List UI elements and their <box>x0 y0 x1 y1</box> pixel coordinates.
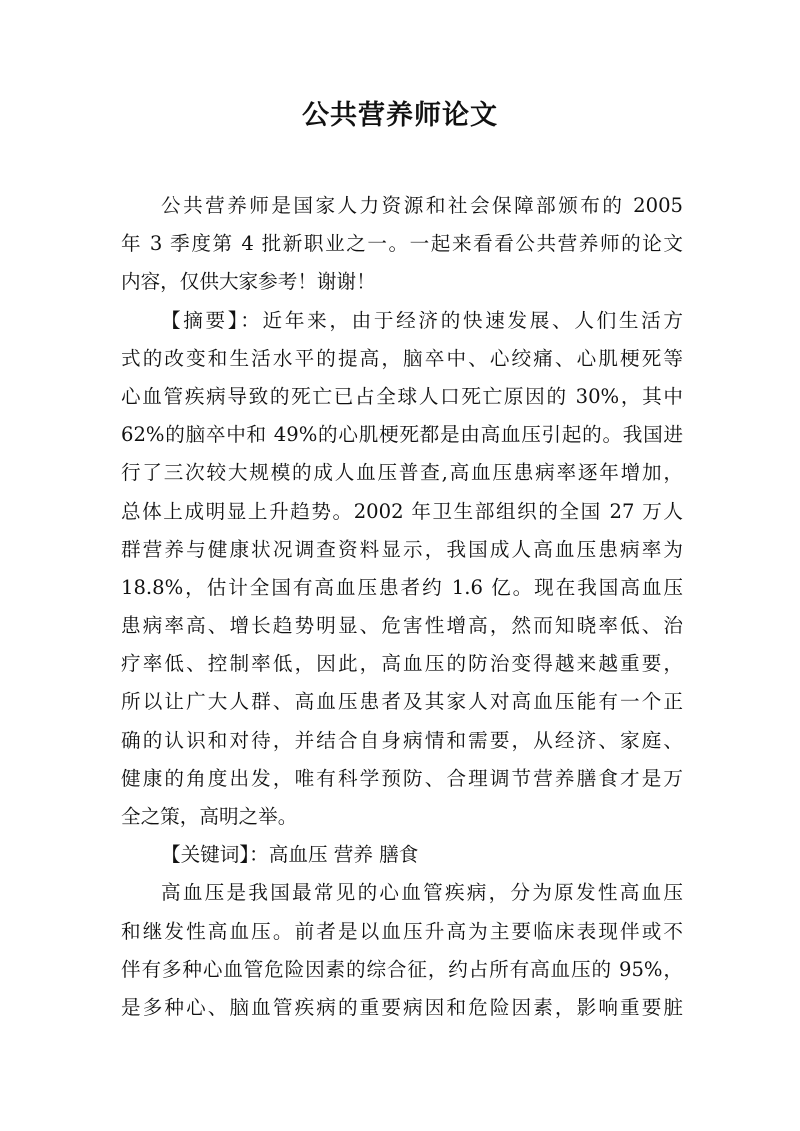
abstract-line: 全之策，高明之举。 <box>121 805 298 828</box>
abstract-line: 式的改变和生活水平的提高，脑卒中、心绞痛、心肌梗死等 <box>121 346 683 370</box>
text-line: 高血压是我国最常见的心血管疾病，分为原发性高血压 <box>161 881 683 905</box>
abstract-line: 62%的脑卒中和 49%的心肌梗死都是由高血压引起的。我国进 <box>121 423 683 447</box>
text-line: 是多种心、脑血管疾病的重要病因和危险因素，影响重要脏 <box>121 995 683 1019</box>
keywords-line: 【关键词】：高血压 营养 膳食 <box>161 843 419 867</box>
abstract-line: 总体上成明显上升趋势。2002 年卫生部组织的全国 27 万人 <box>121 499 683 523</box>
text-line: 和继发性高血压。前者是以血压升高为主要临床表现伴或不 <box>121 919 683 943</box>
abstract-line: 群营养与健康状况调查资料显示，我国成人高血压患病率为 <box>121 537 683 561</box>
abstract-line: 疗率低、控制率低，因此，高血压的防治变得越来越重要， <box>121 652 683 676</box>
text-line: 伴有多种心血管危险因素的综合征，约占所有高血压的 95%， <box>121 957 683 981</box>
document-body <box>121 187 683 1027</box>
abstract-line: 【摘要】：近年来，由于经济的快速发展、人们生活方 <box>161 308 683 332</box>
text-line: 年 3 季度第 4 批新职业之一。一起来看看公共营养师的论文 <box>121 232 683 256</box>
abstract-line: 确的认识和对待，并结合自身病情和需要，从经济、家庭、 <box>121 728 683 752</box>
abstract-line: 18.8%，估计全国有高血压患者约 1.6 亿。现在我国高血压 <box>121 575 683 599</box>
abstract-line: 健康的角度出发，唯有科学预防、合理调节营养膳食才是万 <box>121 766 683 790</box>
page-title: 公共营养师论文 <box>302 100 498 131</box>
abstract-line: 心血管疾病导致的死亡已占全球人口死亡原因的 30%，其中 <box>121 384 683 408</box>
text-line: 公共营养师是国家人力资源和社会保障部颁布的 2005 <box>161 194 683 217</box>
abstract-line: 行了三次较大规模的成人血压普查,高血压患病率逐年增加， <box>121 461 683 485</box>
abstract-line: 患病率高、增长趋势明显、危害性增高，然而知晓率低、治 <box>121 614 683 638</box>
abstract-line: 所以让广大人群、高血压患者及其家人对高血压能有一个正 <box>121 690 683 714</box>
text-line: 内容，仅供大家参考！谢谢！ <box>121 270 376 294</box>
